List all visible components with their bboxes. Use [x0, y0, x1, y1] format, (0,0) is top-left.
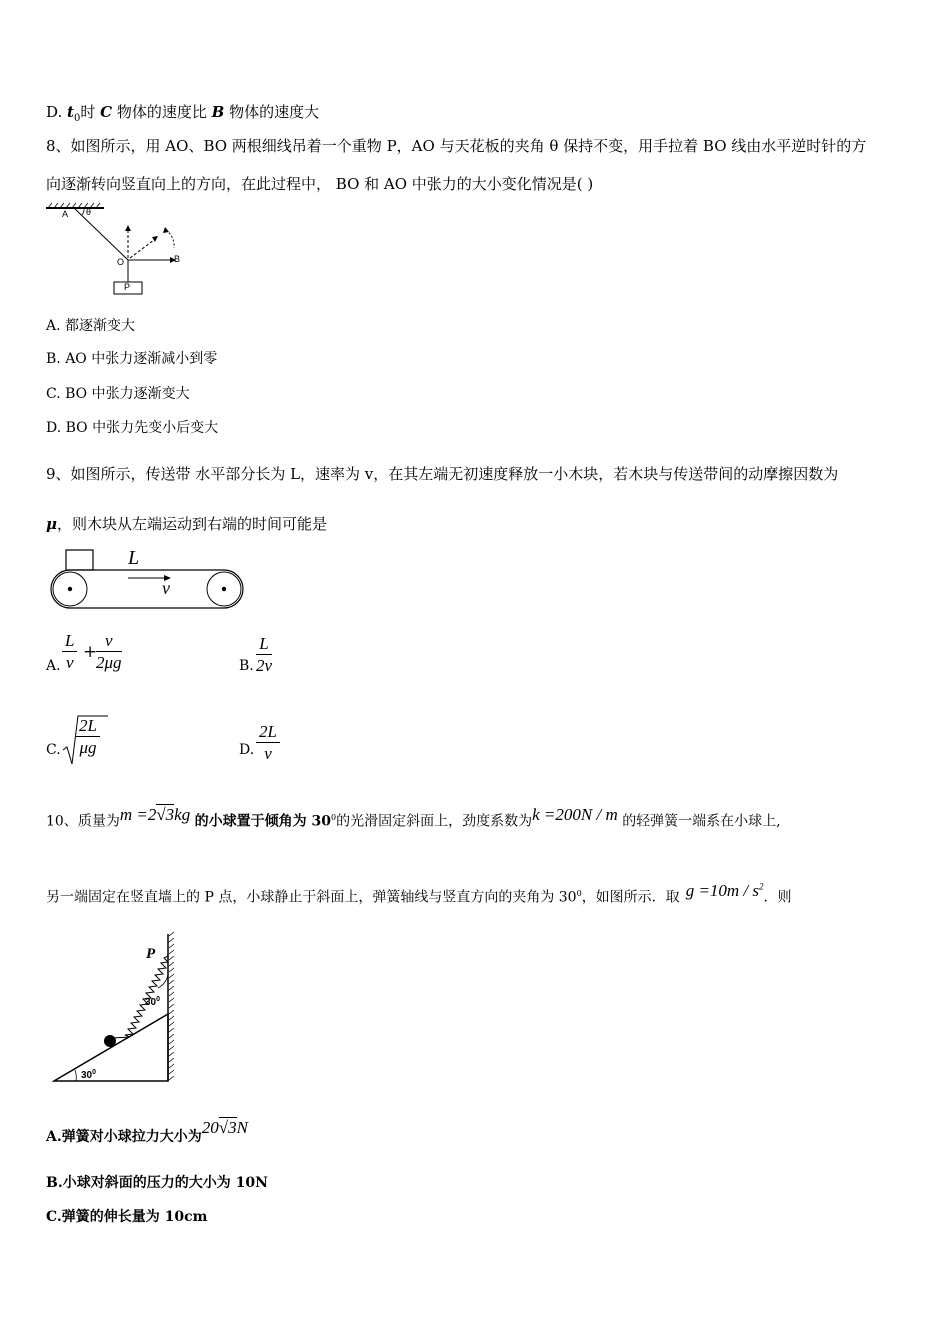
q9-option-d-frac: $\frac{2L}{v}$ — [256, 722, 280, 765]
q9-stem-line1: 9、如图所示，传送带 水平部分长为 L，速率为 v，在其左端无初速度释放一小木块，若木块与传送带间的动摩擦因数为 — [46, 465, 839, 483]
q8-label-p: P — [124, 282, 131, 292]
q9-option-a-frac1: $\frac{L}{v}$ — [62, 631, 77, 674]
q9-option-a-label: A. — [46, 658, 61, 674]
q10-option-b: B.小球对斜面的压力的大小为 10N — [46, 1175, 268, 1191]
q8-stem-line2: 向逐渐转向竖直向上的方向，在此过程中， BO 和 AO 中张力的大小变化情况是( ) — [46, 175, 594, 193]
q10-option-c: C.弹簧的伸长量为 10cm — [46, 1209, 208, 1225]
q10-stem-line2: 另一端固定在竖直墙上的 P 点，小球静止于斜面上，弹簧轴线与竖直方向的夹角为 $30^0$，如图所示．取 $g =10m / s^2$．则 — [46, 880, 792, 906]
q8-label-theta: θ — [86, 207, 92, 217]
q10-stem-line1: 10、质量为m =2√3kg 的小球置于倾角为 $30^0$的光滑固定斜面上，劲度系数为k =200N / m 的轻弹簧一端系在小球上, — [46, 804, 781, 830]
q9-option-b-label: B. — [239, 658, 254, 674]
q9-stem-line2: μ，则木块从左端运动到右端的时间可能是 — [46, 515, 327, 533]
q9-option-c-label: C. — [46, 742, 61, 758]
q8-option-b: B. AO 中张力逐渐减小到零 — [46, 351, 218, 367]
q9-option-a-frac2: $\frac{v}{2\mu g}$ — [96, 631, 122, 672]
q10-label-bottom-angle: $30^0$ — [81, 1069, 97, 1081]
q9-label-v: v — [162, 578, 170, 598]
q8-option-d: D. BO 中张力先变小后变大 — [46, 420, 219, 436]
q8-figure — [44, 200, 194, 300]
q10-label-p: P — [146, 946, 156, 962]
q8-label-o: O — [117, 257, 125, 267]
q8-option-a: A. 都逐渐变大 — [46, 318, 136, 334]
q7-option-d: D. $t_0$时 C 物体的速度比 B 物体的速度大 — [46, 103, 320, 124]
q9-conveyor-figure — [46, 546, 248, 612]
q8-label-b: B — [174, 254, 181, 264]
q9-option-b-frac: $\frac{L}{2v}$ — [256, 634, 273, 675]
q8-stem-line1: 8、如图所示，用 AO、BO 两根细线吊着一个重物 P，AO 与天花板的夹角 θ 保持不变，用手拉着 BO 线由水平逆时针的方 — [46, 137, 867, 155]
q9-option-a-plus: + — [83, 642, 98, 662]
q8-label-a: A — [62, 209, 69, 219]
q10-label-top-angle: $30^0$ — [145, 996, 161, 1008]
q8-option-c: C. BO 中张力逐渐变大 — [46, 386, 190, 402]
q9-option-d-label: D. — [239, 742, 255, 758]
q9-option-c-frac: $\frac{2L}{\mu g}$ — [76, 716, 100, 759]
q10-option-a: A.弹簧对小球拉力大小为20√3N — [46, 1118, 248, 1145]
q10-incline-figure — [50, 930, 180, 1086]
q9-label-l: L — [128, 547, 140, 569]
